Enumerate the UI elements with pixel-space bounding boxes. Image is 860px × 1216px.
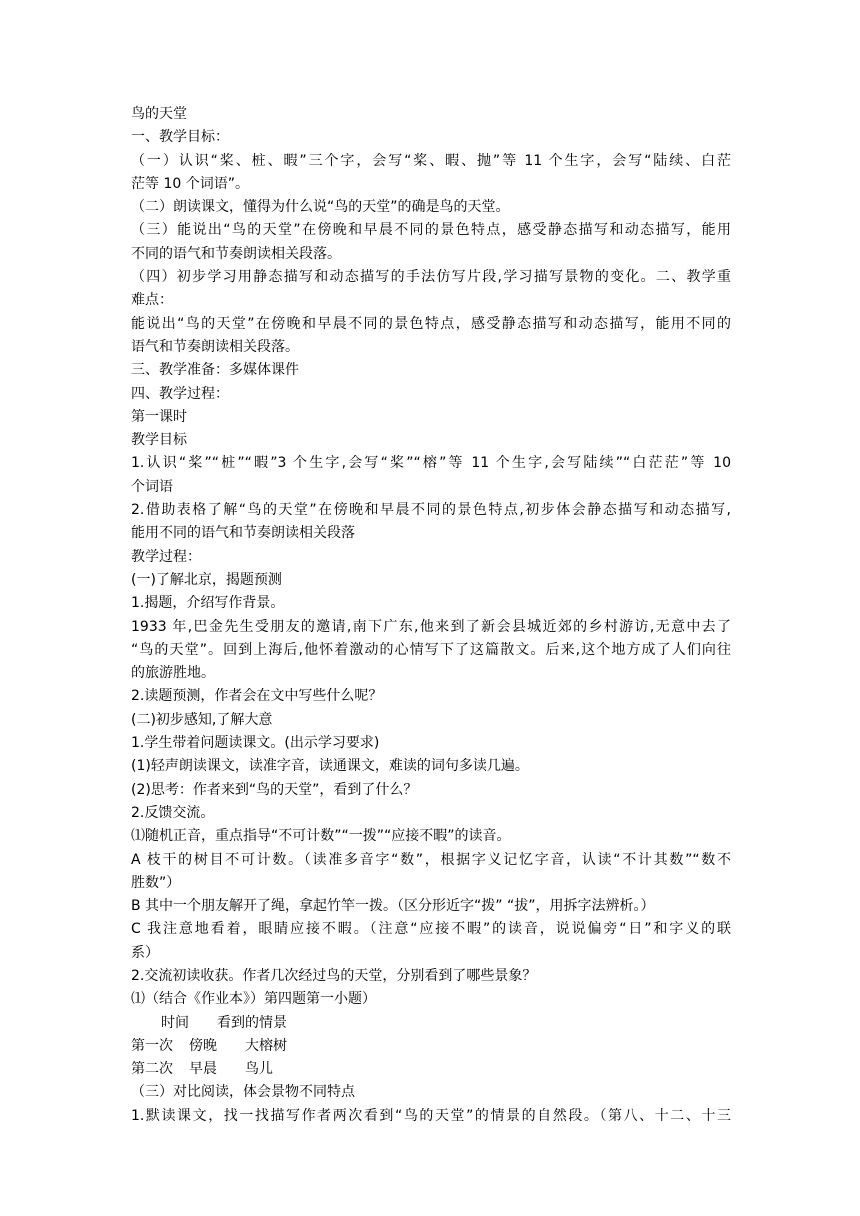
subheading: 教学目标: [131, 432, 187, 449]
paragraph-line: 个词语: [131, 478, 173, 495]
paragraph-line: 语气和节奏朗读相关段落。: [131, 338, 299, 355]
table-cell: 早晨: [189, 1061, 217, 1078]
paragraph-line: 能说出“鸟的天堂”在傍晚和早晨不同的景色特点，感受静态描写和动态描写，能用不同的: [131, 315, 731, 332]
paragraph-line: (二)初步感知,了解大意: [131, 711, 273, 728]
section-heading: 一、教学目标：: [131, 129, 229, 146]
paragraph-line: B 其中一个朋友解开了绳，拿起竹竿一拨。（区分形近字“拨” “拔”，用拆字法辨析。）: [131, 898, 655, 915]
section-heading: 四、教学过程：: [131, 385, 229, 402]
paragraph-line: 茫等 10 个词语”。: [131, 175, 249, 192]
table-header-cell: 看到的情景: [217, 1014, 287, 1031]
table-row: [131, 1058, 731, 1081]
table-cell: 第二次: [131, 1061, 173, 1078]
paragraph-line: 2.借助表格了解“鸟的天堂”在傍晚和早晨不同的景色特点,初步体会静态描写和动态描写,: [131, 502, 731, 519]
paragraph-line: 1933 年,巴金先生受朋友的邀请,南下广东,他来到了新会县城近郊的乡村游访,无意中去了: [131, 618, 731, 635]
paragraph-line: (1)轻声朗读课文，读准字音，读通课文，难读的词句多读几遍。: [131, 758, 529, 775]
paragraph-line: 2.读题预测，作者会在文中写些什么呢？: [131, 688, 383, 705]
paragraph-line: (2)思考：作者来到“鸟的天堂”，看到了什么？: [131, 781, 418, 798]
paragraph-line: 1.学生带着问题读课文。(出示学习要求): [131, 735, 380, 752]
paragraph-line: (一)了解北京，揭题预测: [131, 571, 282, 588]
paragraph-line: （二）朗读课文，懂得为什么说“鸟的天堂”的确是鸟的天堂。: [131, 199, 510, 216]
subheading: 教学过程：: [131, 548, 201, 565]
paragraph-line: 1.揭题，介绍写作背景。: [131, 595, 285, 612]
table-cell: 大榕树: [245, 1037, 287, 1054]
paragraph-line: （一）认识“桨、桩、暇”三个字，会写“桨、暇、抛”等 11 个生字，会写“陆续、白茫: [131, 152, 731, 169]
lesson-heading: 第一课时: [131, 408, 187, 425]
table-cell: 第一次: [131, 1037, 173, 1054]
paragraph-line: 1.默读课文，找一找描写作者两次看到“鸟的天堂”的情景的自然段。（第八、十二、十三: [131, 1107, 731, 1124]
subheading: （三）对比阅读，体会景物不同特点: [131, 1084, 355, 1101]
table-row: [131, 1035, 731, 1058]
paragraph-line: （三）能说出“鸟的天堂”在傍晚和早晨不同的景色特点，感受静态描写和动态描写，能用: [131, 222, 731, 239]
paragraph-line: 胜数”）: [131, 874, 181, 891]
paragraph-line: ⑴（结合《作业本》）第四题第一小题）: [131, 991, 376, 1008]
table-cell: 鸟儿: [245, 1061, 273, 1078]
paragraph-line: 不同的语气和节奏朗读相关段落。: [131, 245, 341, 262]
paragraph-line: ⑴随机正音，重点指导“不可计数”“一拨”“应接不暇”的读音。: [131, 828, 511, 845]
table-cell: 傍晚: [189, 1037, 217, 1054]
paragraph-line: C 我注意地看着，眼睛应接不暇。（注意“应接不暇”的读音，说说偏旁“日”和字义的联: [131, 921, 731, 938]
paragraph-line: 系）: [131, 944, 159, 961]
section-heading: 三、教学准备：多媒体课件: [131, 362, 299, 379]
paragraph-line: A 枝干的树目不可计数。（读准多音字“数”，根据字义记忆字音，认读“不计其数”“数不: [131, 851, 731, 868]
doc-title: 鸟的天堂: [131, 106, 187, 122]
paragraph-line: 2.反馈交流。: [131, 804, 215, 821]
paragraph-line: （四）初步学习用静态描写和动态描写的手法仿写片段,学习描写景物的变化。二、教学重: [131, 269, 731, 286]
paragraph-line: 的旅游胜地。: [131, 665, 215, 682]
document-body: [131, 103, 731, 1128]
paragraph-line: 1.认识“桨”“桩”“暇”3 个生字,会写“桨”“榕”等 11 个生字,会写陆续”“白茫茫”等 10: [131, 455, 731, 472]
paragraph-line: 难点：: [131, 292, 173, 309]
paragraph-line: “鸟的天堂”。回到上海后,他怀着激动的心情写下了这篇散文。后来,这个地方成了人们向往: [131, 641, 731, 658]
paragraph-line: 能用不同的语气和节奏朗读相关段落: [131, 525, 355, 542]
table-header: [131, 1012, 731, 1035]
paragraph-line: 2.交流初读收获。作者几次经过鸟的天堂，分别看到了哪些景象？: [131, 967, 537, 984]
table-header-cell: 时间: [161, 1014, 189, 1031]
